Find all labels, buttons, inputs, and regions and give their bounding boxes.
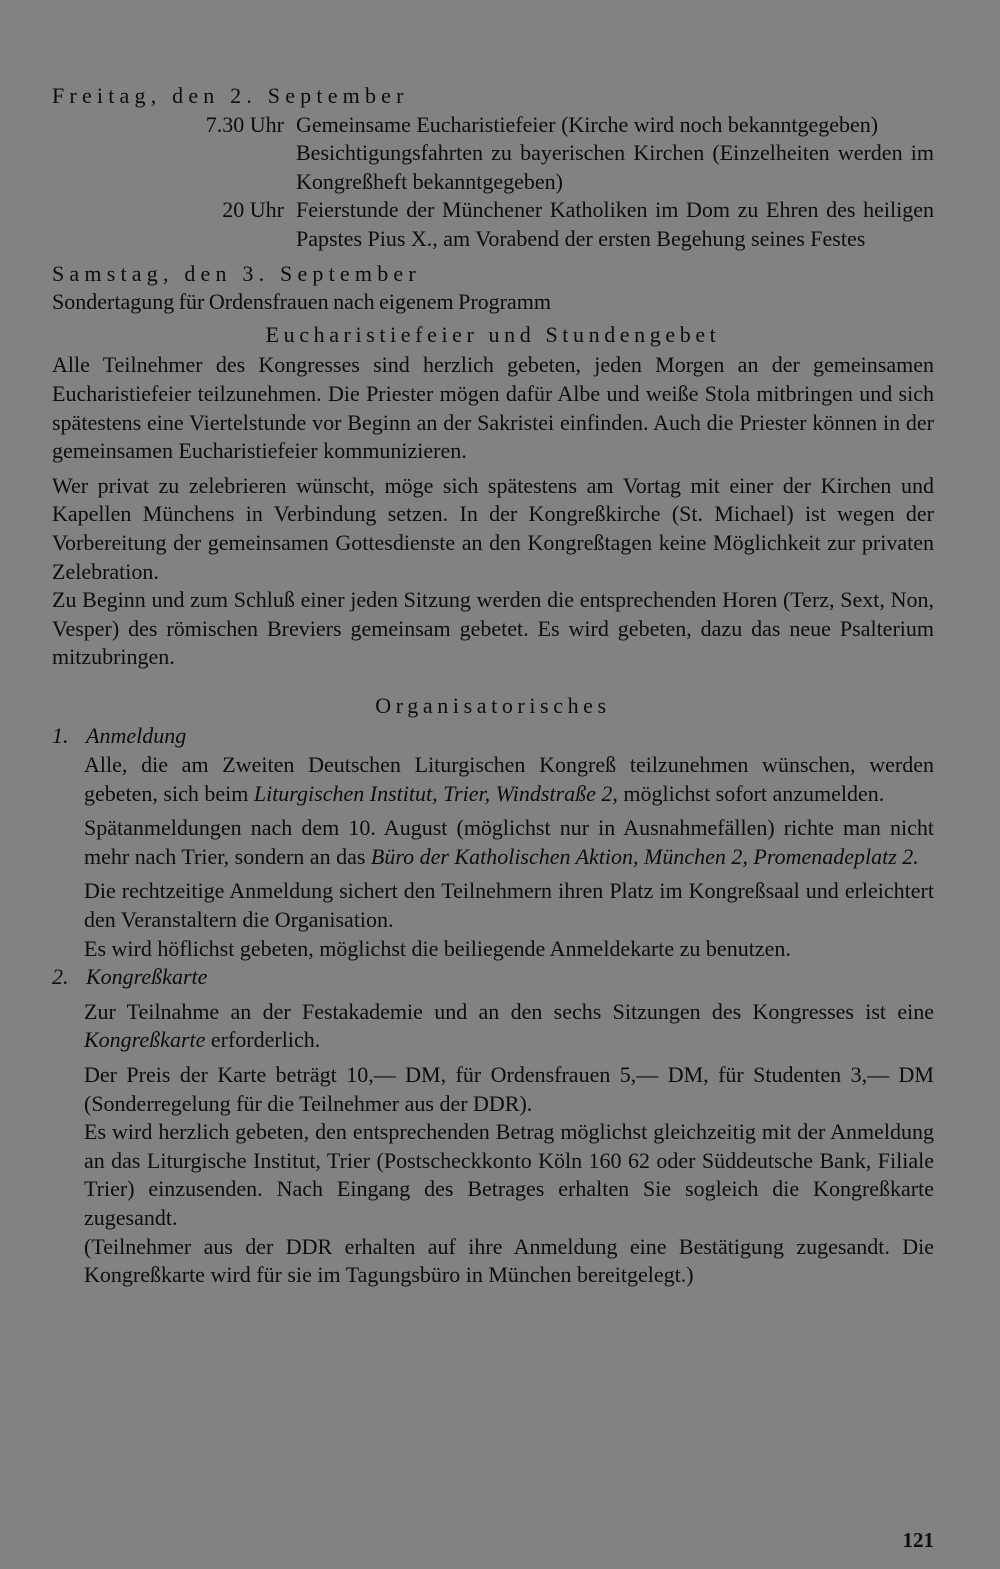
paragraph: Alle, die am Zweiten Deutschen Liturgischen Kongreß teilzunehmen wünschen, werden gebeten, sich beim Liturgischen Institut, Trier, Windstraße 2, möglichst sofort anzumelden. [84, 752, 934, 806]
list-item-heading [52, 722, 934, 751]
paragraph: Der Preis der Karte beträgt 10,— DM, für Ordensfrauen 5,— DM, für Studenten 3,— DM (Sonderregelung für die Teilnehmer aus der DDR). [84, 1062, 934, 1116]
list-number: 2. [52, 964, 69, 990]
paragraph: Es wird höflichst gebeten, möglichst die beiliegende Anmeldekarte zu benutzen. [84, 935, 791, 961]
schedule-event-text: Besichtigungsfahrten zu bayerischen Kirchen (Einzelheiten werden im Kongreßheft bekanntgegeben) [296, 140, 934, 194]
schedule-event-text: Gemeinsame Eucharistiefeier (Kirche wird noch bekanntgegeben) [296, 111, 879, 137]
list-number: 1. [52, 723, 69, 749]
paragraph: Alle Teilnehmer des Kongresses sind herzlich gebeten, jeden Morgen an der gemeinsamen Eucharistiefeier teilzunehmen. Die Priester mögen dafür Albe und weiße Stola mitbringen und sich spätestens eine Viertelstunde vor Beginn an der Sakristei einfinden. Auch die Priester können in der gemeinsamen Eucharistiefeier kommunizieren. [52, 352, 934, 464]
schedule-event [296, 111, 934, 197]
list-item-body [84, 751, 934, 963]
saturday-event: Sondertagung für Ordensfrauen nach eigenem Programm [52, 289, 552, 315]
list-title: Kongreßkarte [86, 964, 208, 990]
paragraph: Zu Beginn und zum Schluß einer jeden Sitzung werden die entsprechenden Horen (Terz, Sext, Non, Vesper) des römischen Breviers gemeinsam gebetet. Es wird gebeten, dazu das neue Psalterium mitzubringen. [52, 587, 934, 670]
schedule-time: 20 Uhr [222, 197, 284, 223]
emphasis: Büro der Katholischen Aktion, München 2, Promenadeplatz 2. [370, 843, 919, 869]
paragraph: Spätanmeldungen nach dem 10. August (möglichst nur in Ausnahmefällen) richte man nicht mehr nach Trier, sondern an das Büro der Katholischen Aktion, München 2, Promenadeplatz 2. [84, 815, 934, 869]
saturday-heading: Samstag, den 3. September [52, 260, 421, 286]
schedule-time: 7.30 Uhr [205, 111, 284, 137]
paragraph: Zur Teilnahme an der Festakademie und an den sechs Sitzungen des Kongresses ist eine Kongreßkarte erforderlich. [84, 998, 934, 1053]
emphasis: Liturgischen Institut, Trier, Windstraße 2, [253, 780, 618, 806]
paragraph: (Teilnehmer aus der DDR erhalten auf ihre Anmeldung eine Bestätigung zugesandt. Die Kongreßkarte wird für sie im Tagungsbüro in München bereitgelegt.) [84, 1233, 934, 1288]
section-heading-organisation: Organisatorisches [375, 692, 611, 718]
schedule-row-fri-1 [52, 111, 934, 197]
page-body [52, 82, 934, 1290]
list-item-body [84, 998, 934, 1290]
emphasis: Kongreßkarte [84, 1027, 206, 1053]
schedule-event-text: Feierstunde der Münchener Katholiken im Dom zu Ehren des heiligen Papstes Pius X., am Vorabend der ersten Begehung seines Festes [296, 197, 934, 251]
paragraph: Wer privat zu zelebrieren wünscht, möge sich spätestens am Vortag mit einer der Kirchen und Kapellen Münchens in Verbindung setzen. In der Kongreßkirche (St. Michael) ist wegen der Vorbereitung der gemeinsamen Gottesdienste an den Kongreßtagen keine Möglichkeit zur privaten Zelebration. [52, 472, 934, 584]
page-number: 121 [902, 1528, 934, 1552]
schedule-row-fri-2 [52, 196, 934, 253]
friday-heading: Freitag, den 2. September [52, 83, 409, 108]
paragraph: Die rechtzeitige Anmeldung sichert den Teilnehmern ihren Platz im Kongreßsaal und erleichtert den Veranstaltern die Organisation. [84, 878, 934, 933]
list-item-heading [52, 963, 934, 992]
section-heading-eucharist: Eucharistiefeier und Stundengebet [265, 321, 721, 347]
paragraph: Es wird herzlich gebeten, den entsprechenden Betrag möglichst gleichzeitig mit der Anmeldung an das Liturgische Institut, Trier (Postscheckkonto Köln 160 62 oder Süddeutsche Bank, Filiale Trier) einzusenden. Nach Eingang des Betrages erhalten Sie sogleich die Kongreßkarte zugesandt. [84, 1119, 934, 1230]
list-title: Anmeldung [86, 723, 187, 749]
schedule-event [296, 196, 934, 253]
